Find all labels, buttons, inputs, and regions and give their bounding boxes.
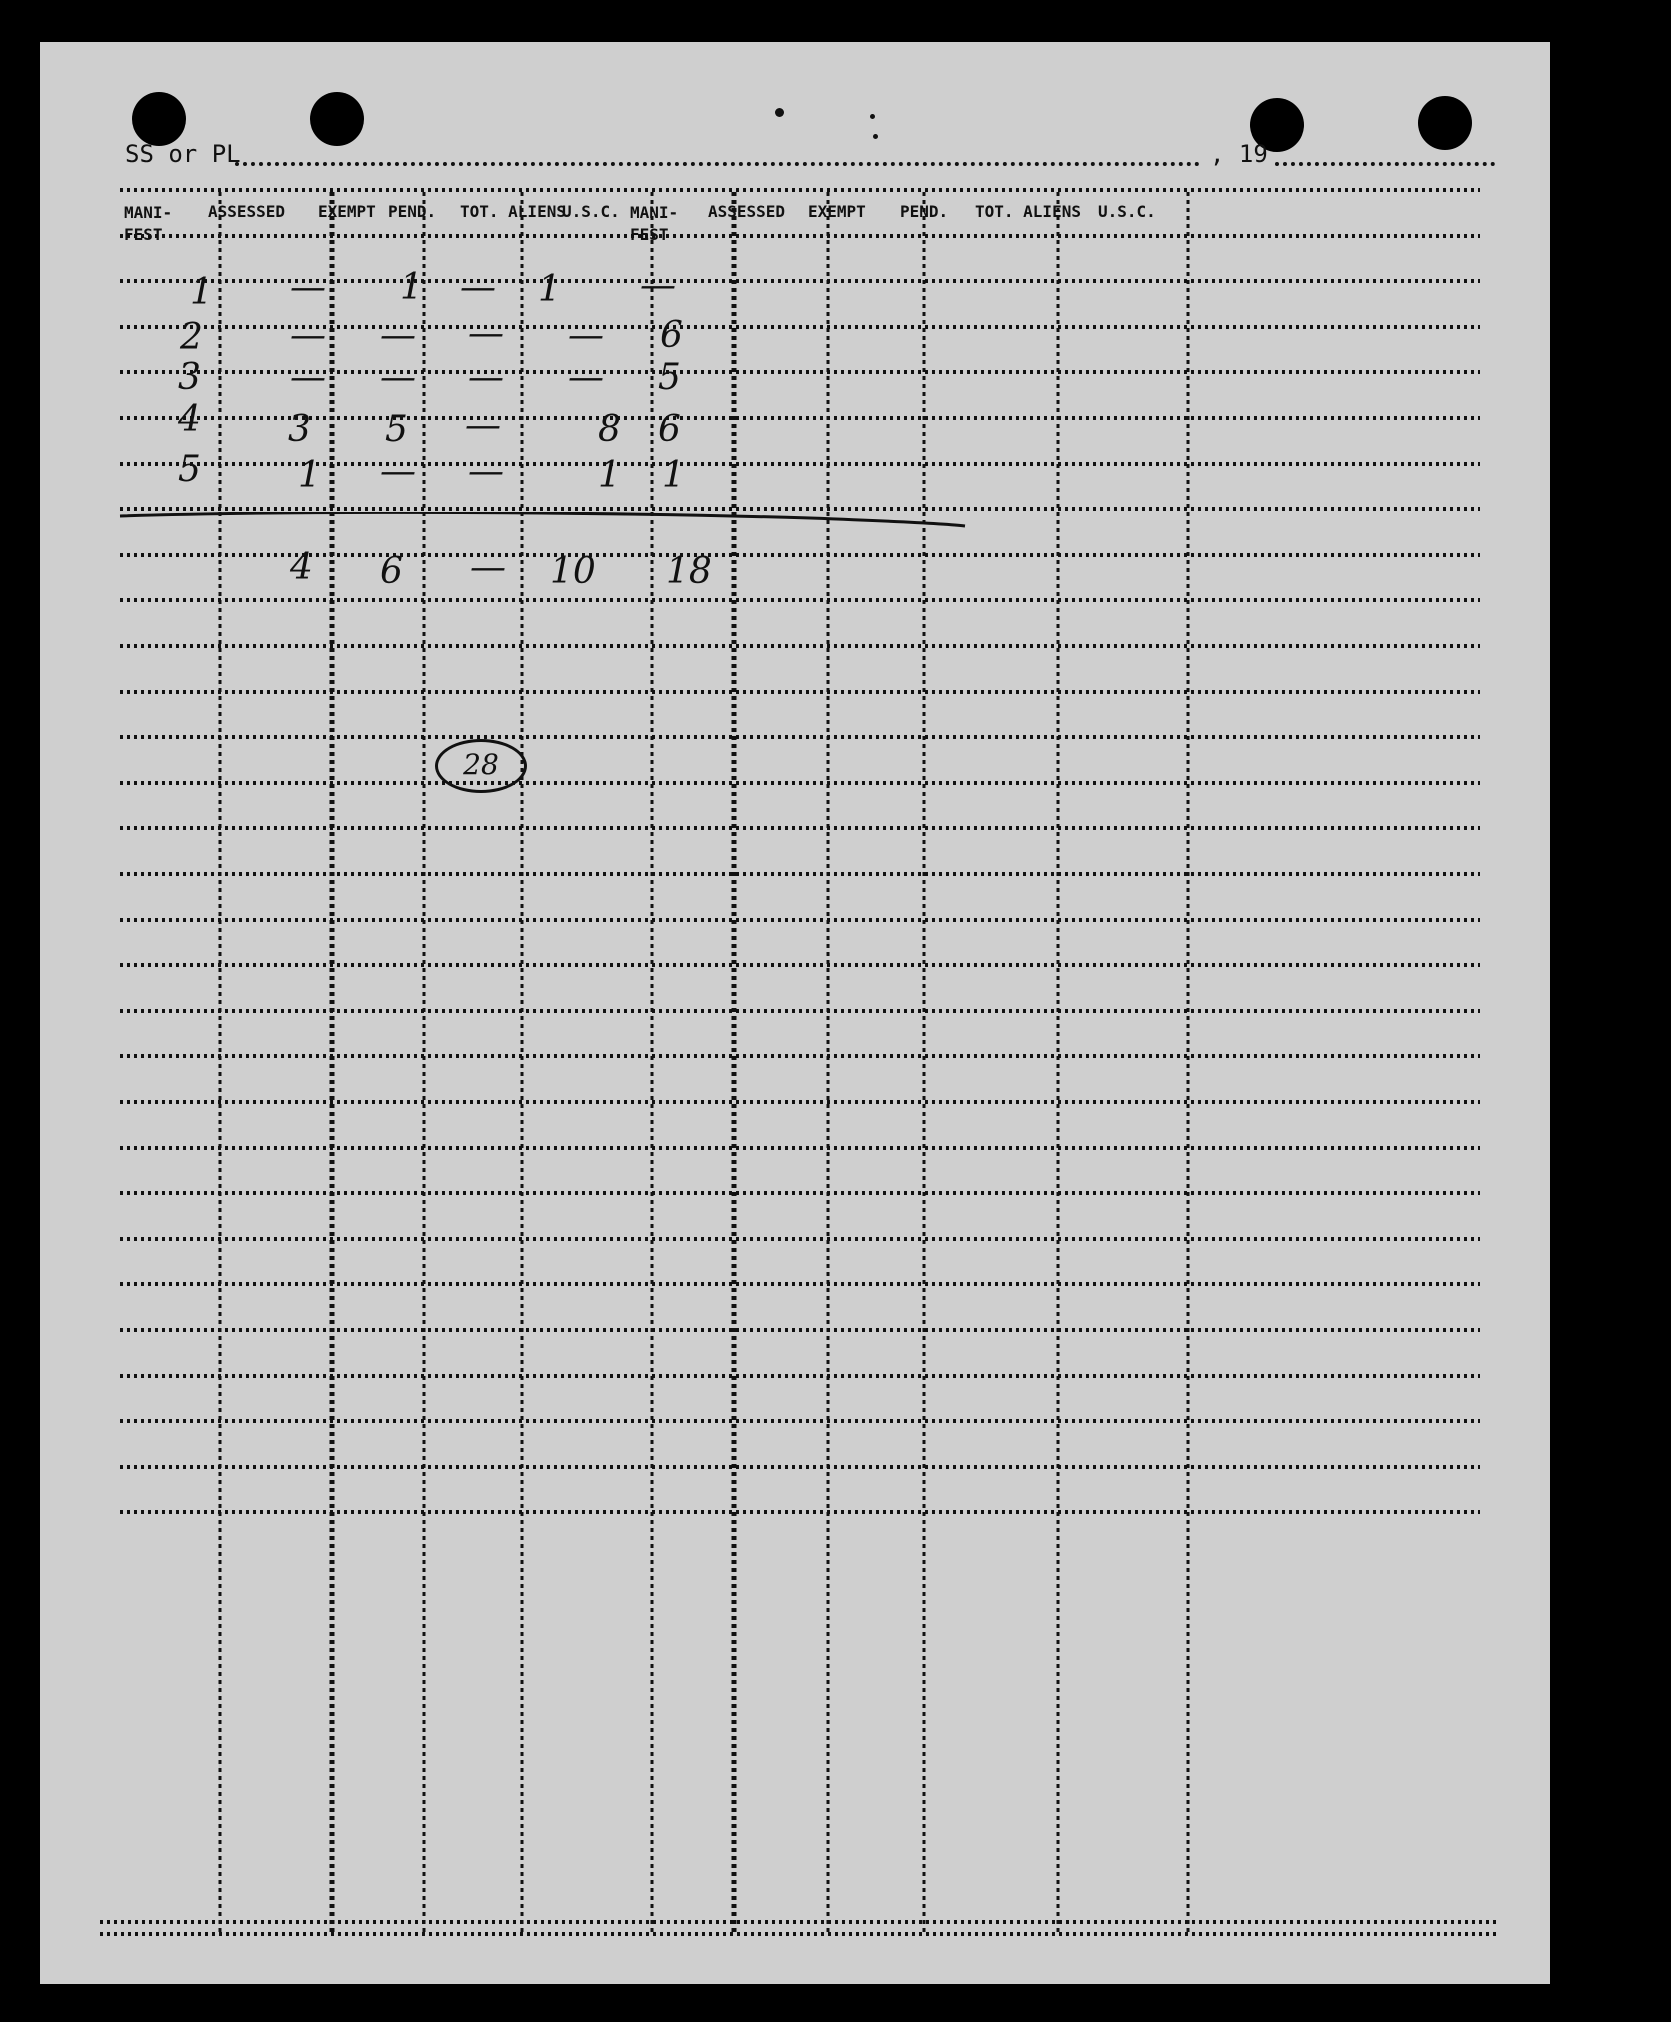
total-exempt: 6 — [380, 551, 403, 592]
row-1-pend: — — [460, 267, 496, 308]
total-assessed: 4 — [290, 547, 313, 588]
row-2-usc: 6 — [660, 315, 683, 356]
row-2-tot-aliens: — — [568, 315, 604, 356]
col-pend-right: PEND. — [900, 202, 949, 221]
col-manifest-right: MANI- FEST — [630, 203, 679, 244]
circled-note: 28 — [435, 739, 527, 793]
col-manifest-left: MANI- FEST — [124, 203, 173, 244]
col-tot-aliens-right: TOT. ALIENS — [975, 202, 1081, 221]
row-3-usc: 5 — [658, 357, 681, 398]
row-4-usc: 6 — [658, 409, 681, 450]
col-usc-left: U.S.C. — [562, 202, 620, 221]
row-4-manifest: 4 — [178, 399, 201, 440]
row-5-usc: 1 — [662, 455, 685, 496]
form-page — [40, 42, 1550, 1984]
col-exempt-right: EXEMPT — [808, 202, 866, 221]
row-2-assessed: — — [290, 315, 326, 356]
row-5-exempt: — — [380, 451, 416, 492]
row-4-exempt: 5 — [385, 409, 408, 450]
row-4-tot-aliens: 8 — [598, 409, 621, 450]
ss-or-pl-label: SS or PL — [125, 140, 241, 168]
col-assessed-left: ASSESSED — [208, 202, 286, 221]
row-4-assessed: 3 — [288, 409, 311, 450]
row-4-pend: — — [465, 405, 501, 446]
col-tot-aliens-left: TOT. ALIENS — [460, 202, 566, 221]
row-3-assessed: — — [290, 357, 326, 398]
row-3-exempt: — — [380, 357, 416, 398]
row-2-pend: — — [468, 313, 504, 354]
row-5-manifest: 5 — [178, 449, 201, 490]
total-usc: 18 — [666, 551, 712, 592]
total-tot-aliens: 10 — [550, 551, 596, 592]
row-2-manifest: 2 — [180, 317, 203, 358]
row-5-assessed: 1 — [298, 455, 321, 496]
row-3-manifest: 3 — [178, 357, 201, 398]
year-label: , 19 — [1210, 140, 1268, 168]
row-1-usc: — — [640, 265, 676, 306]
total-pend: — — [470, 547, 506, 588]
row-3-pend: — — [468, 357, 504, 398]
row-2-exempt: — — [380, 315, 416, 356]
row-1-assessed: — — [290, 267, 326, 308]
row-5-tot-aliens: 1 — [598, 455, 621, 496]
row-1-exempt: 1 — [400, 267, 423, 308]
col-pend-left: PEND. — [388, 202, 437, 221]
ruled-grid — [40, 42, 1550, 1984]
totals-underline — [110, 512, 970, 532]
row-5-pend: — — [468, 451, 504, 492]
row-1-tot-aliens: 1 — [538, 269, 561, 310]
col-assessed-right: ASSESSED — [708, 202, 786, 221]
row-1-manifest: 1 — [190, 272, 213, 313]
col-usc-right: U.S.C. — [1098, 202, 1156, 221]
col-exempt-left: EXEMPT — [318, 202, 376, 221]
row-3-tot-aliens: — — [568, 357, 604, 398]
